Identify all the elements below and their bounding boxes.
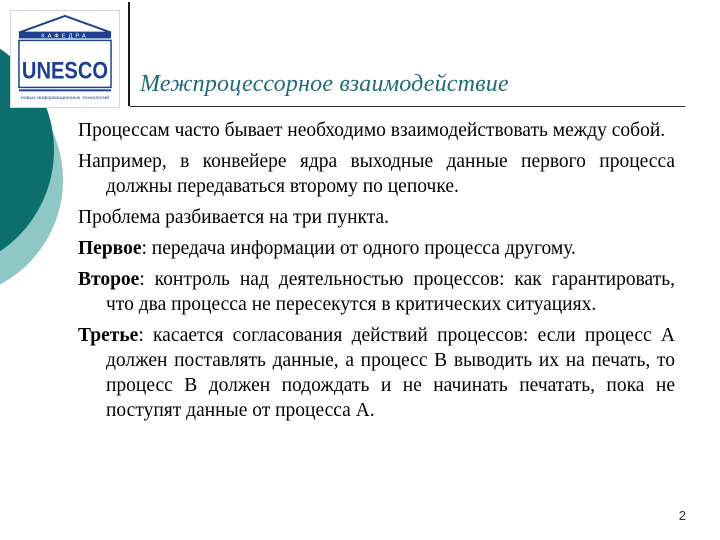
vertical-divider <box>128 2 130 106</box>
logo-roof <box>19 16 111 33</box>
logo-main-text: UNESCO <box>21 57 109 85</box>
title-underline <box>130 106 685 107</box>
paragraph-2: Например, в конвейере ядра выходные данные первого процесса должны передаваться второму по цепочке. <box>78 151 675 197</box>
paragraph-third-point: Третье: касается согласования действий процессов: если процесс А должен поставлять данные, а процесс В выводить их на печать, то процесс В должен подождать и не начинать печатать, пока не поступят данные от процесса А. <box>78 325 675 421</box>
logo-bottom-text: новых информационных технологий <box>20 96 104 102</box>
paragraph-1: Процессам часто бывает необходимо взаимодействовать между собой. <box>78 120 666 141</box>
paragraph-first-point: Первое: передача информации от одного процесса другому. <box>78 238 576 259</box>
paragraph-3: Проблема разбивается на три пункта. <box>78 207 390 228</box>
point-label: Второе <box>78 269 140 290</box>
unesco-logo <box>10 10 120 108</box>
logo-top-text: КАФЕДРА <box>41 33 89 40</box>
slide-title: Межпроцессорное взаимодействие <box>140 71 509 97</box>
page-number: 2 <box>678 508 686 523</box>
paragraph-second-point: Второе: контроль над деятельностью процессов: как гарантировать, что два процесса не пересекутся в критических ситуациях. <box>78 269 675 315</box>
slide-body <box>78 118 675 429</box>
point-label: Третье <box>78 325 139 346</box>
point-label: Первое <box>78 238 142 259</box>
